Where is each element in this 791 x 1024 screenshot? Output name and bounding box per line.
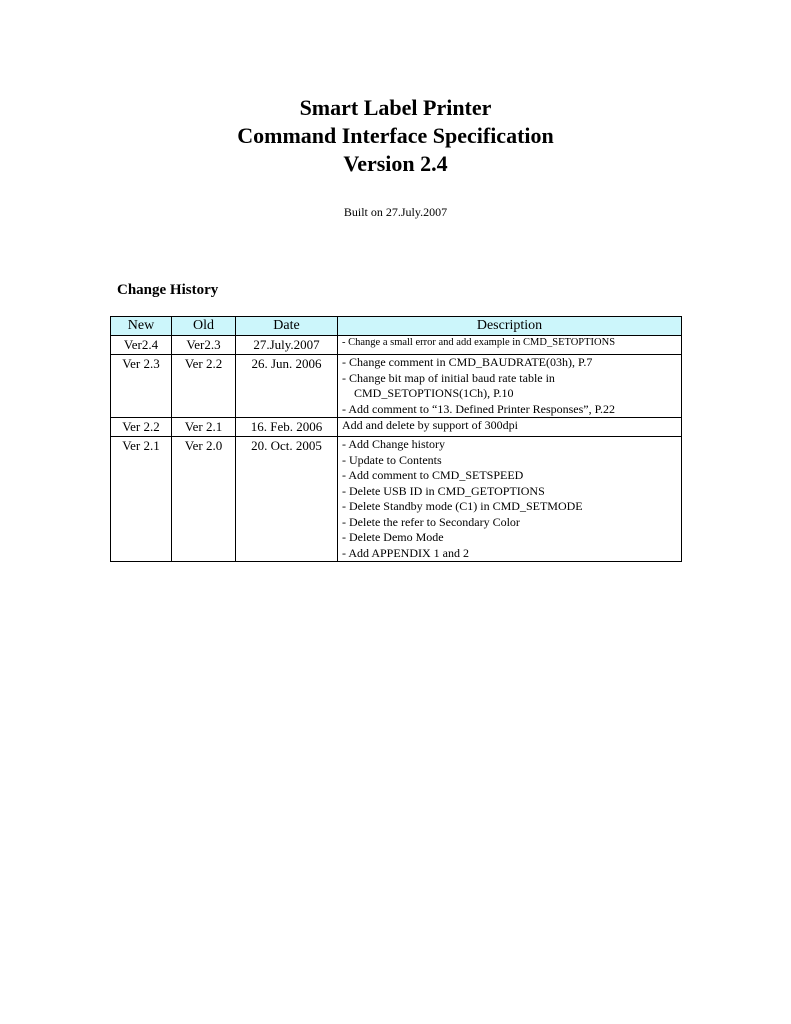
title-line-spec: Command Interface Specification [237, 123, 554, 148]
description-line: - Change bit map of initial baud rate table in [342, 370, 555, 385]
description-line: Add and delete by support of 300dpi [342, 418, 518, 432]
description-line: CMD_SETOPTIONS(1Ch), P.10 [354, 386, 514, 400]
cell-old-version: Ver 2.2 [172, 355, 236, 418]
cell-date: 16. Feb. 2006 [236, 418, 338, 437]
cell-old-version: Ver 2.1 [172, 418, 236, 437]
description-line: - Delete Demo Mode [342, 530, 444, 544]
description-line: - Change comment in CMD_BAUDRATE(03h), P.7 [342, 355, 593, 369]
document-title [0, 94, 791, 178]
cell-new-version: Ver2.4 [111, 336, 172, 355]
column-header-new: New [111, 317, 172, 336]
table-row [111, 355, 682, 418]
cell-old-version: Ver2.3 [172, 336, 236, 355]
cell-new-version: Ver 2.1 [111, 437, 172, 562]
change-history-table [110, 316, 682, 562]
cell-description [338, 336, 682, 355]
cell-new-version: Ver 2.2 [111, 418, 172, 437]
built-on-date: Built on 27.July.2007 [343, 205, 448, 219]
description-line: - Delete the refer to Secondary Color [342, 514, 520, 529]
cell-description [338, 355, 682, 418]
cell-description [338, 437, 682, 562]
description-line: - Delete USB ID in CMD_GETOPTIONS [342, 483, 545, 498]
column-header-description: Description [338, 317, 682, 336]
change-history-heading: Change History [117, 282, 219, 298]
cell-new-version: Ver 2.3 [111, 355, 172, 418]
cell-description [338, 418, 682, 437]
description-line: - Add APPENDIX 1 and 2 [342, 545, 470, 560]
description-line: - Delete Standby mode (C1) in CMD_SETMODE [342, 499, 583, 513]
table-row [111, 437, 682, 562]
title-line-product: Smart Label Printer [299, 95, 492, 120]
table-row [111, 418, 682, 437]
description-line: - Add Change history [342, 437, 445, 451]
description-line: - Update to Contents [342, 452, 442, 467]
column-header-old: Old [172, 317, 236, 336]
title-line-version: Version 2.4 [343, 151, 448, 176]
description-line: - Add comment to CMD_SETSPEED [342, 468, 524, 482]
table-header-row [111, 317, 682, 336]
cell-date: 27.July.2007 [236, 336, 338, 355]
column-header-date: Date [236, 317, 338, 336]
description-line: - Change a small error and add example in CMD_SETOPTIONS [342, 337, 616, 348]
table-row [111, 336, 682, 355]
description-line: - Add comment to “13. Defined Printer Responses”, P.22 [342, 401, 615, 416]
cell-old-version: Ver 2.0 [172, 437, 236, 562]
cell-date: 20. Oct. 2005 [236, 437, 338, 562]
cell-date: 26. Jun. 2006 [236, 355, 338, 418]
